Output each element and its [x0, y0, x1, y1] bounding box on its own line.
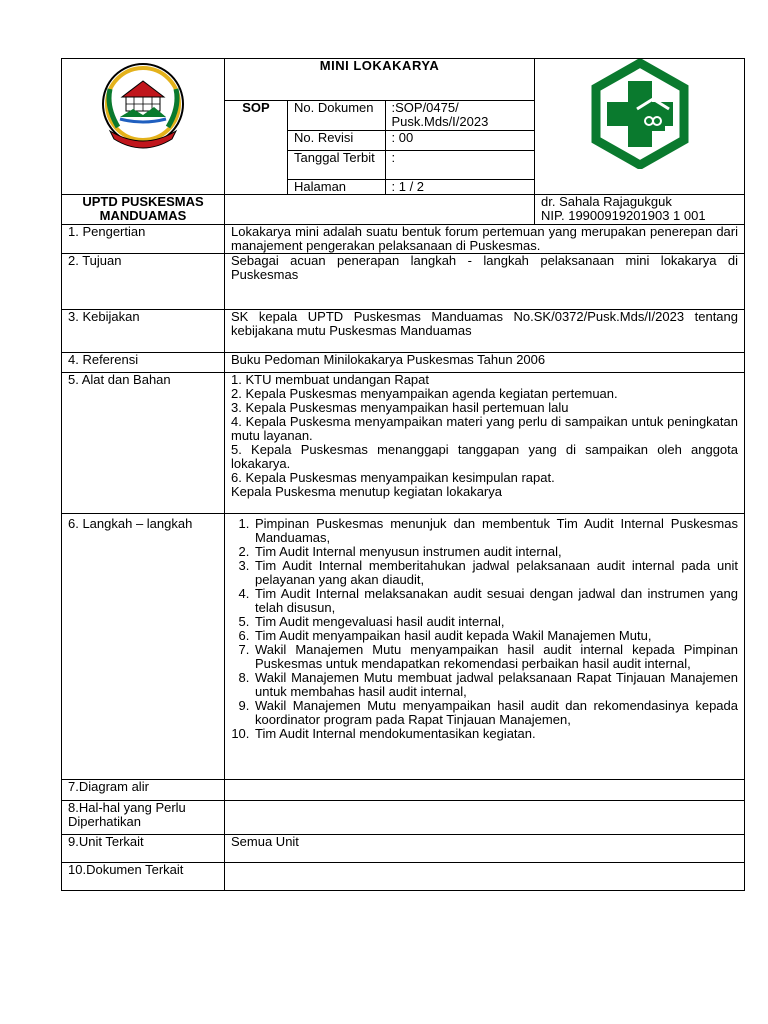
alat-item: Kepala Puskesma menutup kegiatan lokakarya [231, 483, 502, 499]
pengertian-text: Lokakarya mini adalah suatu bentuk forum pertemuan yang merupakan penerepan dari manajement pengerakan pelaksanaan di Puskesmas. [225, 224, 745, 253]
org-name: UPTD PUSKESMAS MANDUAMAS [62, 194, 225, 224]
referensi-text: Buku Pedoman Minilokakarya Puskesmas Tahun 2006 [225, 352, 745, 372]
alat-item: 4. Kepala Puskesma menyampaikan materi yang perlu di sampaikan untuk peningkatan mutu layanan. [231, 413, 738, 443]
puskesmas-logo [585, 59, 695, 169]
alat-item: 5. Kepala Puskesmas menanggapi tanggapan yang di sampaikan oleh anggota lokakarya. [231, 441, 738, 471]
signer-nip: NIP. 19900919201903 1 001 [541, 207, 706, 223]
sop-document [61, 58, 744, 891]
regency-seal-logo [88, 59, 198, 154]
issue-date-label: Tanggal Terbit [288, 150, 385, 179]
diagram-text [225, 779, 745, 800]
referensi-label: 4. Referensi [62, 352, 225, 372]
step-item: 1. Pimpinan Puskesmas menunjuk dan membentuk Tim Audit Internal Puskesmas Manduamas, [253, 517, 738, 545]
langkah-list [225, 513, 745, 779]
dokumen-label: 10.Dokumen Terkait [62, 862, 225, 890]
doc-number-value: :SOP/0475/ Pusk.Mds/I/2023 [385, 101, 534, 130]
hal-text [225, 800, 745, 834]
regency-seal-cell [62, 59, 225, 195]
alat-item: 2. Kepala Puskesmas menyampaikan agenda kegiatan pertemuan. [231, 385, 618, 401]
step-item: 4. Tim Audit Internal melaksanakan audit sesuai dengan jadwal dan instrumen yang telah disusun, [253, 587, 738, 615]
alat-item: 6. Kepala Puskesmas menyampaikan kesimpulan rapat. [231, 469, 555, 485]
doc-fields-table [288, 101, 534, 194]
revision-label: No. Revisi [288, 130, 385, 150]
doc-fields-cell [288, 101, 535, 195]
step-item: 9. Wakil Manajemen Mutu menyampaikan hasil audit dan rekomendasinya kepada koordinator program pada Rapat Tinjauan Manajemen, [253, 699, 738, 727]
step-item: 8. Wakil Manajemen Mutu membuat jadwal pelaksanaan Rapat Tinjauan Manajemen untuk membahas hasil audit internal, [253, 671, 738, 699]
step-item: 5. Tim Audit mengevaluasi hasil audit internal, [253, 615, 738, 629]
unit-label: 9.Unit Terkait [62, 834, 225, 862]
doc-number-label: No. Dokumen [288, 101, 385, 130]
sop-table [61, 58, 745, 891]
tujuan-label: 2. Tujuan [62, 253, 225, 309]
hal-label: 8.Hal-hal yang Perlu Diperhatikan [62, 800, 225, 834]
org-spacer [225, 194, 535, 224]
step-item: 7. Wakil Manajemen Mutu menyampaikan hasil audit internal kepada Pimpinan Puskesmas untuk mendapatkan rekomendasi perbaikan hasil audit internal, [253, 643, 738, 671]
step-item: 10. Tim Audit Internal mendokumentasikan kegiatan. [253, 727, 738, 741]
tujuan-text: Sebagai acuan penerapan langkah - langkah pelaksanaan mini lokakarya di Puskesmas [225, 253, 745, 309]
signer-name: dr. Sahala Rajagukguk [541, 193, 672, 209]
langkah-label: 6. Langkah – langkah [62, 513, 225, 779]
signer-block [535, 194, 745, 224]
document-title: MINI LOKAKARYA [225, 59, 535, 101]
alat-label: 5. Alat dan Bahan [62, 372, 225, 513]
dokumen-text [225, 862, 745, 890]
alat-list [225, 372, 745, 513]
pengertian-label: 1. Pengertian [62, 224, 225, 253]
sop-label: SOP [225, 101, 288, 195]
steps-list [231, 517, 738, 741]
revision-value: : 00 [385, 130, 534, 150]
alat-item: 1. KTU membuat undangan Rapat [231, 371, 430, 387]
step-item: 6. Tim Audit menyampaikan hasil audit kepada Wakil Manajemen Mutu, [253, 629, 738, 643]
page-label: Halaman [288, 179, 385, 194]
page-value: : 1 / 2 [385, 179, 534, 194]
kebijakan-text: SK kepala UPTD Puskesmas Manduamas No.SK/0372/Pusk.Mds/I/2023 tentang kebijakana mutu Puskesmas Manduamas [225, 309, 745, 352]
kebijakan-label: 3. Kebijakan [62, 309, 225, 352]
unit-text: Semua Unit [225, 834, 745, 862]
puskesmas-logo-cell [535, 59, 745, 195]
alat-item: 3. Kepala Puskesmas menyampaikan hasil pertemuan lalu [231, 399, 569, 415]
step-item: 3. Tim Audit Internal memberitahukan jadwal pelaksanaan audit internal pada unit pelayanan yang akan diaudit, [253, 559, 738, 587]
diagram-label: 7.Diagram alir [62, 779, 225, 800]
step-item: 2. Tim Audit Internal menyusun instrumen audit internal, [253, 545, 738, 559]
issue-date-value: : [385, 150, 534, 179]
